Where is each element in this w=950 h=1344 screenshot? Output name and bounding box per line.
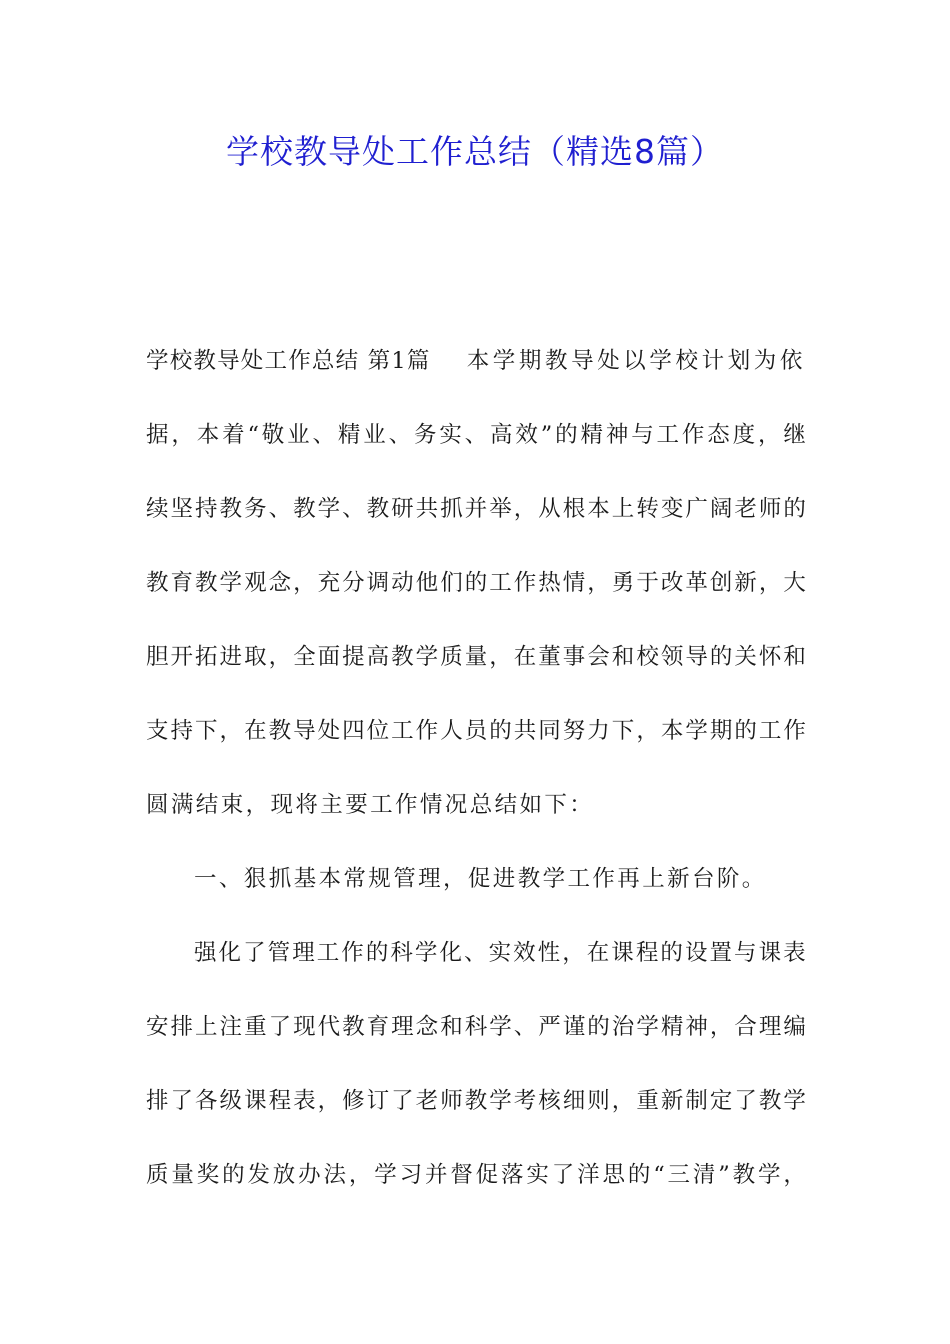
paragraph-line: 排 了 各 级 课 程 表 ， 修 订 了 老 师 教 学 考 核 细 则 ， 重 新 制 定 了 教 学 (146, 1088, 806, 1114)
text-line: 据 ， 本 着 “ 敬 业 、 精 业 、 务 实 、 高 效 ” 的 精 神 与 工 作 态 度 ， 继 (146, 422, 806, 448)
text-line: 支 持 下 ， 在 教 导 处 四 位 工 作 人 员 的 共 同 努 力 下 ， 本 学 期 的 工 作 (146, 718, 806, 744)
paragraph-line: 安 排 上 注 重 了 现 代 教 育 理 念 和 科 学 、 严 谨 的 治 学 精 神 ， 合 理 编 (146, 1014, 806, 1040)
paragraph-line: 强 化 了 管 理 工 作 的 科 学 化 、 实 效 性 ， 在 课 程 的 设 置 与 课 表 (194, 940, 806, 966)
paragraph-line: 质 量 奖 的 发 放 办 法 ， 学 习 并 督 促 落 实 了 洋 思 的 “ 三 清 ” 教 学 ， (146, 1162, 806, 1188)
first-line (146, 339, 806, 413)
first-line-text: 本学期教导处以学校计划为依 (466, 348, 806, 374)
inline-gap (431, 339, 467, 413)
document-title: 学校教导处工作总结（精选8篇） (226, 132, 724, 171)
text-line: 续 坚 持 教 务 、 教 学 、 教 研 共 抓 并 举 ， 从 根 本 上 转 变 广 阔 老 师 的 (146, 496, 806, 522)
section-heading-inline: 学校教导处工作总结 第1篇 (146, 348, 431, 374)
section-heading: 一、狠抓基本常规管理，促进教学工作再上新台阶。 (194, 866, 767, 892)
text-line: 胆 开 拓 进 取 ， 全 面 提 高 教 学 质 量 ， 在 董 事 会 和 校 领 导 的 关 怀 和 (146, 644, 806, 670)
document-body (146, 339, 806, 1227)
text-line: 教 育 教 学 观 念 ， 充 分 调 动 他 们 的 工 作 热 情 ， 勇 于 改 革 创 新 ， 大 (146, 570, 806, 596)
text-line-last: 圆满结束，现将主要工作情况总结如下： (146, 792, 595, 818)
